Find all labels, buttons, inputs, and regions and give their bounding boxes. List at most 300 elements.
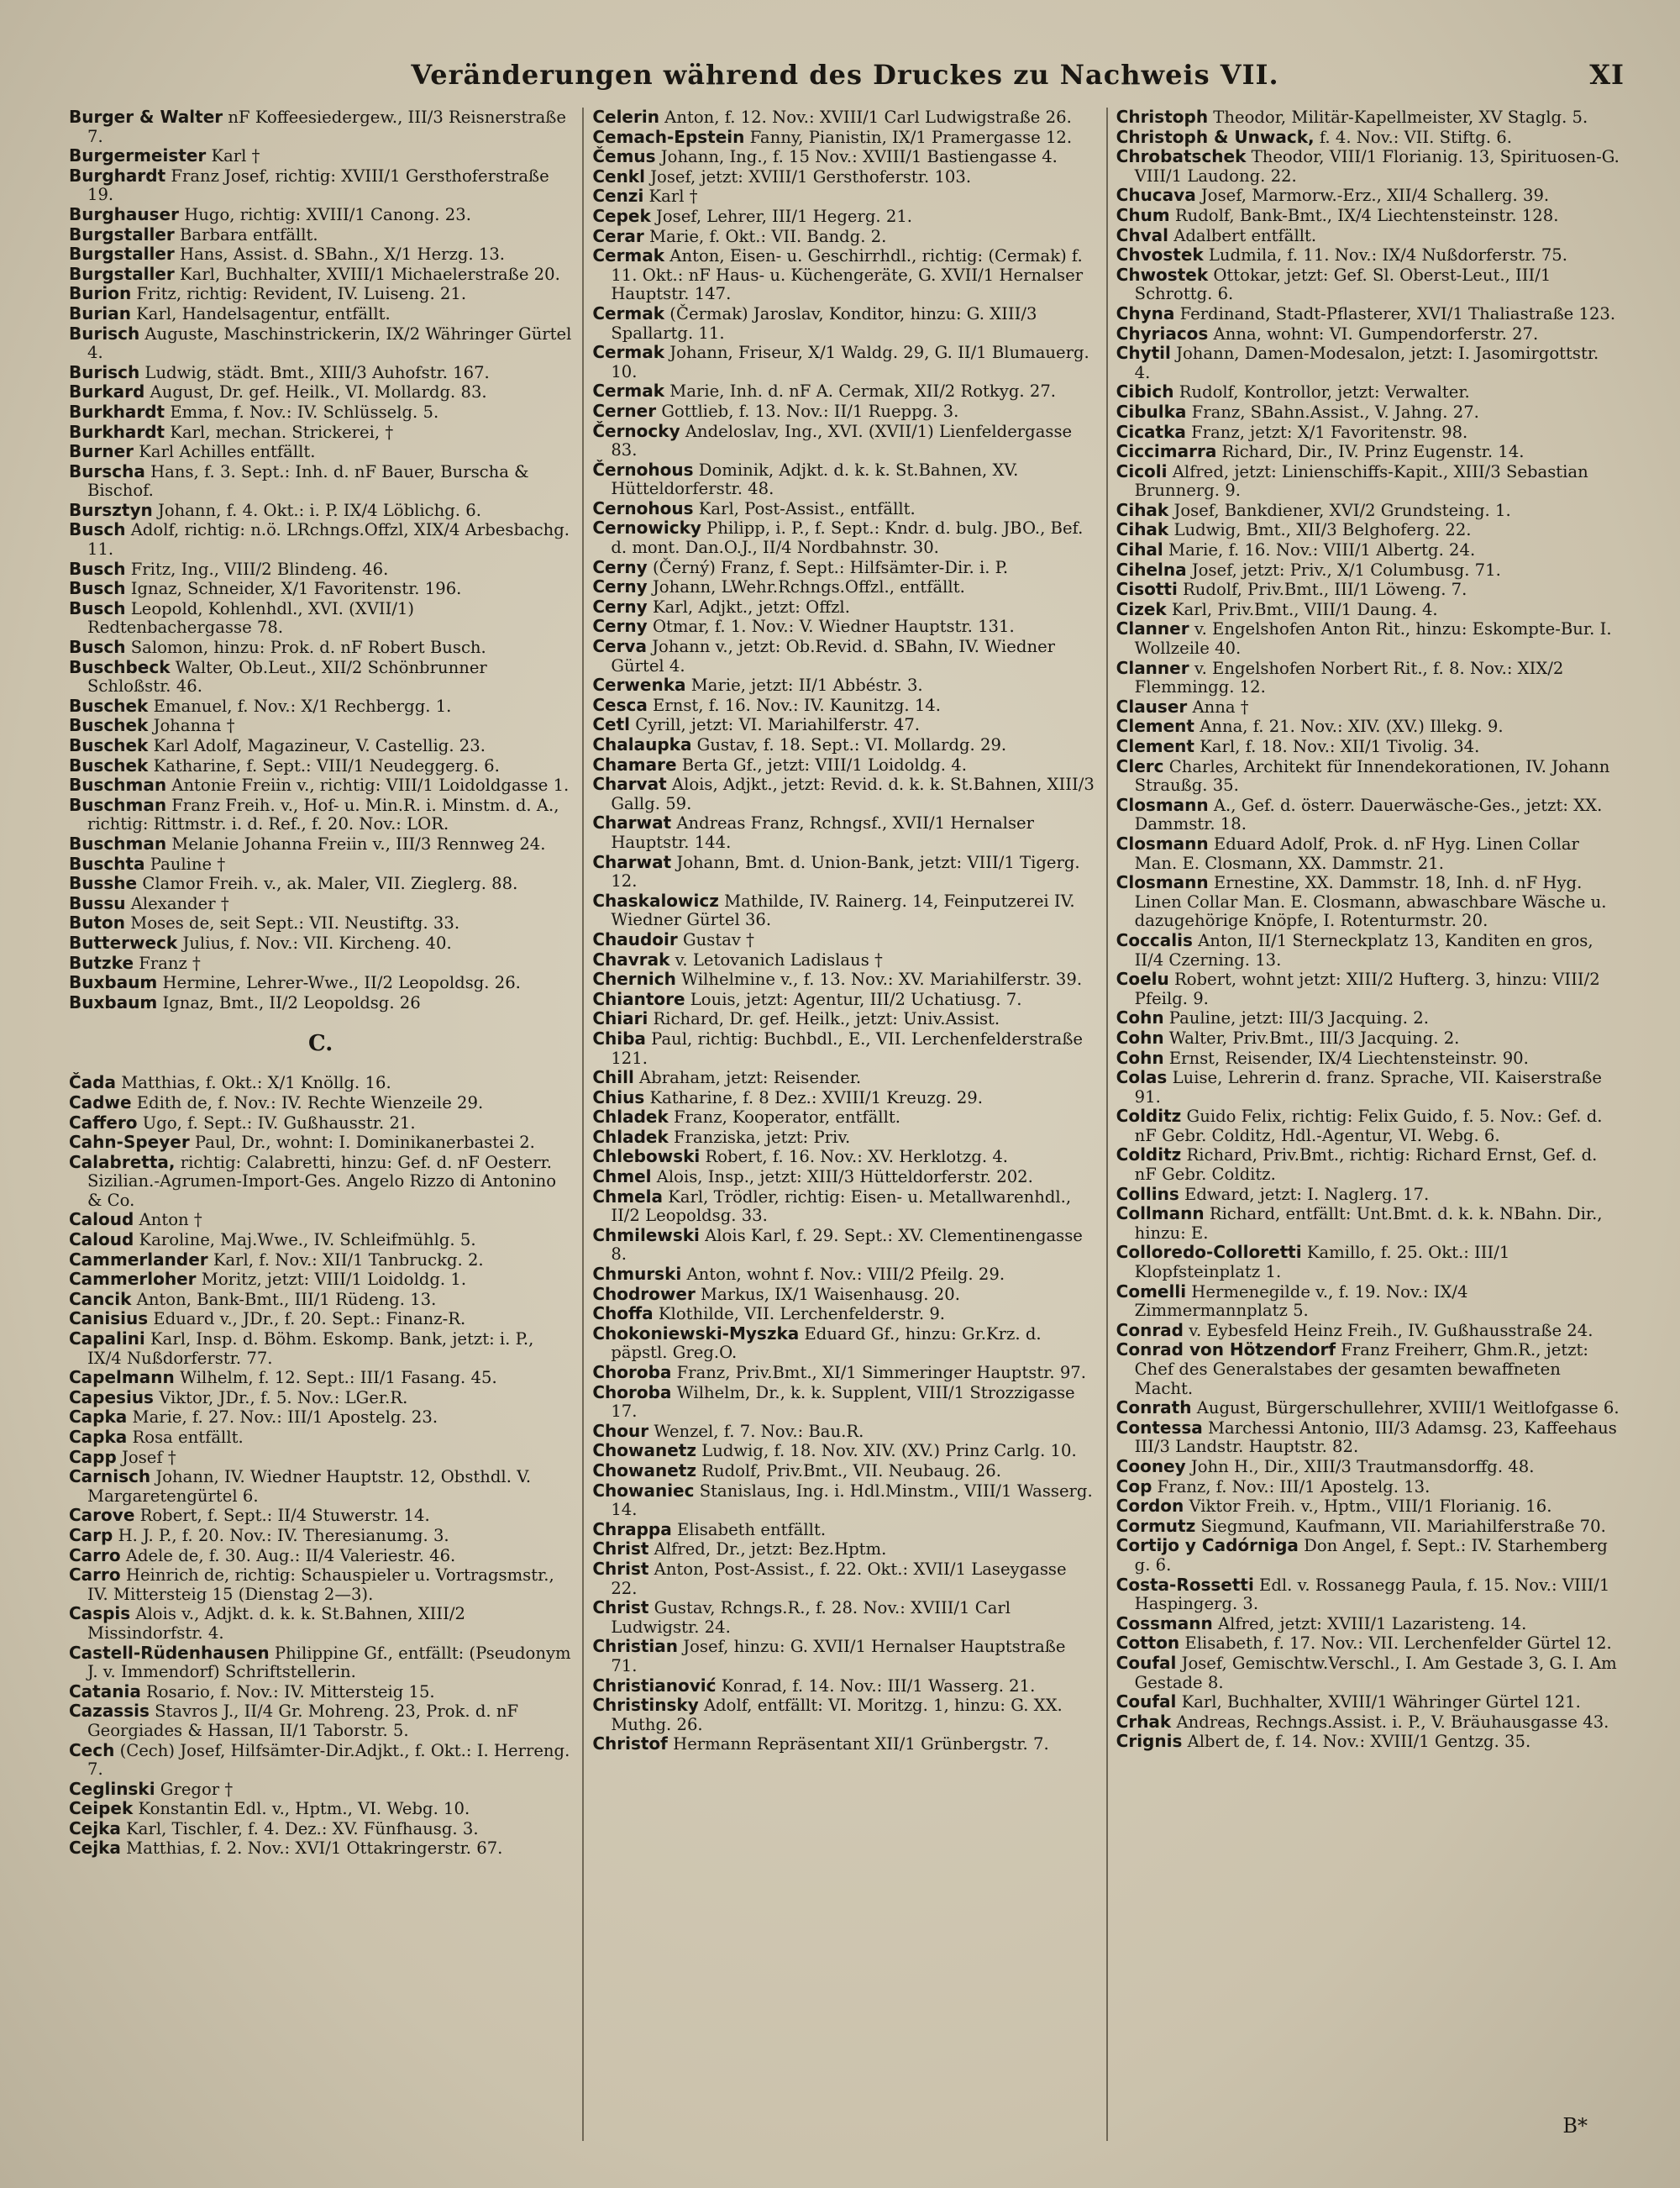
entry-text: Karl Achilles entfällt. [134,442,316,462]
entry-text: Josef, Bankdiener, XVI/2 Grundsteing. 1. [1168,500,1511,520]
directory-entry [1116,1732,1620,1752]
directory-entry [1116,344,1620,382]
directory-entry [1116,873,1620,931]
directory-entry [592,1128,1095,1148]
directory-entry [69,1113,572,1133]
entry-name: Cadwe [69,1091,132,1112]
entry-name: Cibulka [1116,401,1187,422]
entry-name: Capp [69,1446,117,1467]
entry-name: Chucava [1116,185,1196,206]
entry-name: Caloud [69,1209,134,1230]
directory-entry [592,617,1095,637]
directory-entry [592,970,1095,990]
entry-name: Cerny [592,556,648,577]
entry-name: Bussu [69,892,126,913]
entry-name: Cermak [592,245,665,266]
directory-entry [1116,1633,1620,1654]
entry-text: Johann, f. 4. Okt.: i. P. IX/4 Löblichg. 6. [152,500,481,520]
entry-name: Burgstaller [69,224,175,245]
entry-name: Cahn-Speyer [69,1132,190,1153]
directory-entry [1116,186,1620,206]
entry-text: Franz, Priv.Bmt., XI/1 Simmeringer Hauptstr. 97. [671,1363,1086,1382]
directory-entry [592,227,1095,247]
entry-name: Clerc [1116,755,1164,776]
directory-entry [69,304,572,324]
entry-text: Rosario, f. Nov.: IV. Mittersteig 15. [140,1681,435,1701]
directory-entry [1116,560,1620,581]
directory-entry [69,1565,572,1604]
directory-entry [592,637,1095,676]
entry-name: Chavrak [592,949,670,970]
directory-entry [1116,382,1620,402]
entry-name: Conrad von Hötzendorf [1116,1339,1336,1360]
entry-name: Chum [1116,204,1170,225]
entry-text: Matthias, f. Okt.: X/1 Knöllg. 16. [116,1073,391,1093]
entry-name: Cohn [1116,1047,1164,1068]
entry-text: Marie, Inh. d. nF A. Cermak, XII/2 Rotkyg. 27. [664,381,1057,402]
entry-name: Chyna [1116,302,1175,323]
directory-entry [592,1598,1095,1637]
entry-text: Viktor Freih. v., Hptm., VIII/1 Florianig. 16. [1184,1496,1552,1517]
entry-text: Charles, Architekt für Innendekorationen, IV. Johann Straußg. 35. [1134,756,1610,796]
entry-text: v. Engelshofen Anton Rit., hinzu: Eskompte-Bur. I. Wollzeile 40. [1134,619,1612,659]
directory-entry [69,462,572,501]
entry-name: Chowaniec [592,1480,695,1501]
entry-name: Cihal [1116,539,1163,560]
entry-name: Butzke [69,952,134,973]
directory-entry [69,1780,572,1800]
entry-text: Albert de, f. 14. Nov.: XVIII/1 Gentzg. 35. [1182,1732,1531,1752]
directory-entry [1116,540,1620,560]
entry-name: Castell-Rüdenhausen [69,1642,270,1663]
entry-text: Josef, Gemischtw.Verschl., I. Am Gestade 3, G. I. Am Gestade 8. [1134,1653,1617,1692]
entry-name: Clanner [1116,618,1189,639]
directory-entry [69,834,572,855]
directory-entry [69,166,572,205]
directory-entry [1116,970,1620,1008]
directory-entry [1116,697,1620,718]
entry-name: Chaskalowicz [592,890,719,911]
entry-text: Karl, Buchhalter, XVIII/1 Währinger Gürtel 121. [1176,1692,1581,1712]
entry-text: Katharine, f. Sept.: VIII/1 Neudeggerg. 6. [148,755,500,776]
entry-name: Buschek [69,755,149,776]
entry-name: Busch [69,597,126,618]
directory-entry [592,343,1095,381]
entry-text: Konrad, f. 14. Nov.: III/1 Wasserg. 21. [716,1675,1036,1696]
entry-text: Luise, Lehrerin d. franz. Sprache, VII. Kaiserstraße 91. [1134,1068,1602,1107]
entry-name: Clement [1116,736,1194,756]
directory-entry [592,1324,1095,1363]
entry-name: Cermak [592,381,665,402]
entry-name: Burger & Walter [69,108,223,127]
entry-name: Burgermeister [69,145,207,166]
directory-entry [69,225,572,245]
directory-entry [69,874,572,894]
entry-name: Cop [1116,1475,1152,1496]
entry-name: Capesius [69,1386,154,1407]
directory-entry [69,756,572,776]
directory-entry [592,696,1095,716]
entry-text: Josef, jetzt: XVIII/1 Gersthoferstr. 103. [644,166,972,187]
directory-entry [592,1068,1095,1088]
directory-entry [592,558,1095,578]
directory-entry [69,638,572,658]
entry-text: Julius, f. Nov.: VII. Kircheng. 40. [177,933,452,953]
entry-name: Carnisch [69,1466,151,1487]
entry-name: Chokoniewski-Myszka [592,1323,800,1344]
entry-text: A., Gef. d. österr. Dauerwäsche-Ges., jetzt: XX. Dammstr. 18. [1134,795,1603,834]
entry-name: Burgstaller [69,244,175,265]
entry-text: Paul, richtig: Buchbdl., E., VII. Lerchenfelderstraße 121. [611,1028,1083,1068]
directory-entry [1116,1477,1620,1497]
entry-text: August, Bürgerschullehrer, XVIII/1 Weitlofgasse 6. [1191,1398,1620,1418]
entry-name: Contessa [1116,1417,1203,1438]
entry-text: Rudolf, Priv.Bmt., III/1 Löweng. 7. [1177,580,1467,600]
directory-entry [1116,442,1620,462]
entry-name: Čada [69,1072,116,1093]
entry-text: Andeloslav, Ing., XVI. (XVII/1) Lienfeldergasse 83. [611,421,1073,460]
directory-entry [592,1147,1095,1167]
entry-name: Clauser [1116,696,1188,717]
entry-text: nF Koffeesiedergew., III/3 Reisnerstraße 7. [87,108,566,146]
entry-name: Cemach-Epstein [592,126,745,147]
entry-text: Siegmund, Kaufmann, VII. Mariahilferstraße 70. [1195,1516,1606,1536]
directory-entry [1116,520,1620,540]
entry-name: Capka [69,1407,128,1428]
entry-name: Čemus [592,146,656,167]
directory-entry [69,1133,572,1153]
directory-entry [1116,1654,1620,1692]
entry-text: Hermenegilde v., f. 19. Nov.: IX/4 Zimmermannplatz 5. [1134,1281,1468,1321]
entry-text: John H., Dir., XIII/3 Trautmansdorffg. 48. [1185,1456,1535,1476]
directory-entry [592,1422,1095,1442]
entry-text: Fritz, richtig: Revident, IV. Luiseng. 21. [131,284,467,304]
directory-entry [69,1290,572,1310]
entry-text: Matthias, f. 2. Nov.: XVI/1 Ottakringerstr. 67. [120,1838,503,1859]
entry-name: Conrad [1116,1319,1184,1340]
entry-name: Caloud [69,1229,134,1250]
directory-entry [592,1304,1095,1324]
entry-text: Robert, wohnt jetzt: XIII/2 Hufterg. 3, hinzu: VIII/2 Pfeilg. 9. [1134,970,1600,1008]
directory-entry [1116,501,1620,521]
directory-entry [592,930,1095,950]
entry-text: Edward, jetzt: I. Naglerg. 17. [1179,1184,1430,1204]
entry-name: Chiari [592,1008,648,1029]
entry-text: Konstantin Edl. v., Hptm., VI. Webg. 10. [133,1799,470,1819]
entry-text: Moses de, seit Sept.: VII. Neustiftg. 33. [125,913,460,934]
entry-name: Cejka [69,1838,121,1859]
entry-text: Fanny, Pianistin, IX/1 Pramergasse 12. [744,127,1073,147]
entry-text: Ferdinand, Stadt-Pflasterer, XVI/1 Thaliastraße 123. [1174,303,1616,323]
directory-entry [69,736,572,756]
directory-entry [592,246,1095,304]
entry-text: Ernestine, XX. Dammstr. 18, Inh. d. nF Hyg. Linen Collar Man. E. Closmann, abwaschbare Wäsche u. dazugehörige Knöpfe, I. Rotenturmstr. 20. [1134,873,1607,931]
entry-name: Burisch [69,323,140,344]
directory-entry [592,1187,1095,1226]
entry-text: Johanna † [148,716,235,736]
entry-name: Chrobatschek [1116,146,1247,167]
entry-name: Christinsky [592,1695,699,1716]
entry-name: Chladek [592,1107,669,1128]
entry-text: Franz, jetzt: X/1 Favoritenstr. 98. [1185,422,1468,442]
entry-name: Cazassis [69,1701,150,1722]
entry-text: Auguste, Maschinstrickerin, IX/2 Währinger Gürtel 4. [87,323,572,363]
directory-entry [592,1559,1095,1598]
directory-entry [1116,796,1620,834]
entry-text: Karl, Buchhalter, XVIII/1 Michaelerstraße 20. [174,264,560,284]
directory-entry [69,1506,572,1526]
entry-text: Hugo, richtig: XVIII/1 Canong. 23. [178,204,471,224]
directory-entry [69,205,572,225]
entry-text: Anton, Eisen- u. Geschirrhdl., richtig: (Cermak) f. 11. Okt.: nF Haus- u. Küchengeräte, G. XVII/1 Hernalser Hauptstr. 147. [611,246,1084,304]
entry-text: Salomon, hinzu: Prok. d. nF Robert Busch. [125,638,486,658]
entry-text: Ernst, f. 16. Nov.: IV. Kaunitzg. 14. [647,695,941,715]
entry-text: Barbara entfällt. [174,224,318,245]
directory-entry [1116,619,1620,658]
directory-entry [1116,1536,1620,1575]
entry-text: Guido Felix, richtig: Felix Guido, f. 5. Nov.: Gef. d. nF Gebr. Colditz, Hdl.-Agentur, VI. Webg. 6. [1134,1107,1603,1145]
entry-text: Robert, f. Sept.: II/4 Stuwerstr. 14. [134,1506,430,1526]
entry-name: Cooney [1116,1455,1186,1476]
directory-entry [592,381,1095,402]
entry-text: Don Angel, f. Sept.: IV. Starhemberg g. 6. [1134,1536,1608,1575]
directory-entry [592,990,1095,1010]
entry-text: f. 4. Nov.: VII. Stiftg. 6. [1314,127,1512,147]
entry-name: Crignis [1116,1731,1183,1752]
entry-text: Alois v., Adjkt. d. k. k. St.Bahnen, XIII/2 Missindorfstr. 4. [87,1604,465,1643]
directory-entry [592,108,1095,128]
entry-text: Johann v., jetzt: Ob.Revid. d. SBahn, IV. Wiedner Gürtel 4. [611,637,1056,676]
entry-name: Christof [592,1733,668,1754]
entry-name: Cordon [1116,1496,1184,1517]
column-left [60,108,584,2141]
entry-name: Charwat [592,851,672,872]
entry-name: Cotton [1116,1633,1180,1654]
entry-name: Cihak [1116,499,1169,520]
entry-text: Franz, SBahn.Assist., V. Jahng. 27. [1186,402,1479,422]
directory-entry [69,402,572,423]
directory-entry [1116,1068,1620,1107]
directory-entry [1116,1575,1620,1614]
entry-text: Leopold, Kohlenhdl., XVI. (XVII/1) Redtenbachergasse 78. [87,598,415,638]
entry-name: Burghauser [69,203,179,224]
entry-text: Josef, hinzu: G. XVII/1 Hernalser Hauptstraße 71. [611,1637,1066,1675]
entry-text: Marie, f. Okt.: VII. Bandg. 2. [643,226,887,246]
entry-text: v. Letovanich Ladislaus † [669,949,883,970]
entry-name: Busch [69,558,126,579]
entry-text: Hans, Assist. d. SBahn., X/1 Herzg. 13. [174,245,506,265]
entry-name: Buxbaum [69,991,158,1012]
directory-entry [1116,1028,1620,1049]
entry-name: Chmurski [592,1264,682,1285]
entry-text: (Cech) Josef, Hilfsämter-Dir.Adjkt., f. Okt.: I. Herreng. 7. [87,1740,570,1780]
entry-name: Christ [592,1538,649,1559]
entry-text: Wenzel, f. 7. Nov.: Bau.R. [648,1421,864,1441]
entry-text: Johann, Ing., f. 15 Nov.: XVIII/1 Bastiengasse 4. [655,147,1058,167]
directory-entry [69,1093,572,1113]
entry-name: Buschek [69,695,149,716]
entry-text: Dominik, Adjkt. d. k. k. St.Bahnen, XV. Hütteldorferstr. 48. [611,460,1019,499]
directory-entry [592,853,1095,892]
directory-entry [592,167,1095,187]
entry-name: Christianović [592,1675,717,1696]
entry-text: Alois, Insp., jetzt: XIII/3 Hütteldorferstr. 202. [651,1167,1033,1187]
entry-name: Christian [592,1636,679,1657]
entry-text: Karl, f. Nov.: XII/1 Tanbruckg. 2. [207,1249,484,1270]
entry-name: Cepek [592,205,651,226]
entry-name: Chlebowski [592,1146,701,1167]
directory-entry [69,599,572,638]
entry-text: Moritz, jetzt: VIII/1 Loidoldg. 1. [196,1270,467,1290]
directory-entry [69,1428,572,1448]
entry-name: Chill [592,1067,634,1088]
entry-name: Coufal [1116,1691,1177,1712]
directory-entry [69,913,572,934]
directory-entry [1116,659,1620,697]
directory-entry [592,1107,1095,1128]
entry-text: Wilhelmine v., f. 13. Nov.: XV. Mariahilferstr. 39. [675,970,1083,990]
entry-name: Carro [69,1565,121,1586]
directory-entry [592,207,1095,227]
entry-text: Anton, Bank-Bmt., III/1 Rüdeng. 13. [131,1289,437,1309]
directory-entry [69,1604,572,1643]
directory-entry [69,1701,572,1740]
entry-text: Alfred, jetzt: XVIII/1 Lazaristeng. 14. [1212,1613,1527,1633]
entry-name: Cizek [1116,598,1167,619]
directory-entry [1116,600,1620,620]
directory-entry [69,324,572,363]
entry-name: Conrath [1116,1397,1192,1418]
entry-text: Paul, Dr., wohnt: I. Dominikanerbastei 2. [189,1133,535,1153]
directory-entry [1116,206,1620,226]
page-title: Veränderungen während des Druckes zu Nachweis VII. [411,59,1279,91]
entry-name: Chowanetz [592,1440,696,1461]
entry-text: Gregor † [155,1779,234,1799]
directory-entry [592,1383,1095,1422]
directory-entry [592,187,1095,207]
entry-name: Chamare [592,754,677,775]
directory-entry [69,501,572,521]
entry-name: Busch [69,578,126,599]
section-heading: C. [308,1031,333,1057]
entry-name: Cermak [592,302,665,323]
directory-entry [69,1329,572,1368]
directory-entry [1116,1008,1620,1028]
directory-entry [592,1481,1095,1520]
entry-name: Cihelna [1116,559,1187,580]
entry-name: Cerny [592,596,648,617]
directory-entry [69,658,572,697]
entry-text: Ludwig, Bmt., XII/3 Belghoferg. 22. [1168,520,1472,540]
entry-text: Adele de, f. 30. Aug.: II/4 Valeriestr. 46. [120,1545,456,1565]
entry-name: Colloredo-Colloretti [1116,1242,1302,1263]
entry-name: Cohn [1116,1027,1164,1048]
entry-name: Buton [69,913,126,934]
directory-entry [1116,580,1620,600]
entry-text: Anna, wohnt: VI. Gumpendorferstr. 27. [1208,323,1539,344]
entry-name: Cernowicky [592,518,701,539]
directory-entry [69,560,572,580]
entry-name: Choffa [592,1303,654,1324]
directory-entry [592,1265,1095,1285]
entry-name: Carove [69,1505,135,1526]
entry-text: Theodor, Militär-Kapellmeister, XV Staglg. 5. [1208,108,1588,127]
entry-text: Alfred, Dr., jetzt: Bez.Hptm. [648,1539,887,1559]
entry-name: Comelli [1116,1281,1187,1302]
directory-entry [592,1637,1095,1675]
entry-text: Anton, wohnt f. Nov.: VIII/2 Pfeilg. 29. [681,1265,1005,1285]
entry-name: Christ [592,1558,649,1579]
entry-text: Alfred, jetzt: Linienschiffs-Kapit., XIII/3 Sebastian Brunnerg. 9. [1134,461,1588,501]
entry-text: Karl, mechan. Strickerei, † [165,422,394,442]
directory-entry [69,245,572,265]
entry-name: Buschek [69,715,149,736]
entry-name: Cormutz [1116,1515,1196,1536]
entry-text: (Černý) Franz, f. Sept.: Hilfsämter-Dir. i. P. [647,557,1009,577]
directory-entry [592,1461,1095,1481]
directory-entry [69,1741,572,1780]
entry-text: Abraham, jetzt: Reisender. [633,1068,862,1088]
entry-text: Philippine Gf., entfällt: (Pseudonym J. v. Immendorf) Schriftstellerin. [87,1643,571,1682]
entry-name: Buxbaum [69,972,158,993]
entry-text: Robert, f. 16. Nov.: XV. Herklotzg. 4. [700,1147,1009,1167]
directory-entry [592,1009,1095,1029]
entry-name: Chval [1116,224,1168,245]
entry-name: Černocky [592,420,680,441]
entry-text: Johann, LWehr.Rchngs.Offzl., entfällt. [647,577,965,597]
entry-text: Marie, f. 16. Nov.: VIII/1 Albertg. 24. [1163,540,1476,560]
directory-entry [1116,1145,1620,1184]
entry-name: Coelu [1116,969,1169,990]
entry-text: (Čermak) Jaroslav, Konditor, hinzu: G. XIII/3 Spallartg. 11. [611,303,1037,343]
entry-name: Cohn [1116,1007,1164,1028]
directory-entry [1116,757,1620,796]
entry-name: Chowanetz [592,1460,696,1481]
entry-text: Emanuel, f. Nov.: X/1 Rechbergg. 1. [148,696,452,716]
directory-entry [592,715,1095,735]
entry-name: Closmann [1116,872,1209,893]
entry-name: Colas [1116,1067,1168,1088]
entry-name: Capelmann [69,1367,175,1388]
directory-entry [592,460,1095,499]
entry-text: Gustav, Rchngs.R., f. 28. Nov.: XVIII/1 Carl Ludwigstr. 24. [611,1598,1011,1637]
entry-text: Walter, Priv.Bmt., III/3 Jacquing. 2. [1163,1028,1460,1048]
entry-name: Buschman [69,794,167,815]
entry-name: Cerny [592,576,648,597]
directory-entry [592,518,1095,557]
entry-name: Burkhardt [69,401,165,422]
entry-text: Gustav † [677,929,754,949]
entry-name: Černohous [592,459,694,480]
entry-name: Christoph [1116,108,1209,127]
entry-name: Chmela [592,1186,663,1207]
entry-text: v. Eybesfeld Heinz Freih., IV. Gußhausstraße 24. [1184,1320,1593,1340]
entry-text: Andreas, Rechngs.Assist. i. P., V. Bräuhausgasse 43. [1171,1712,1609,1732]
entry-name: Clanner [1116,657,1189,678]
directory-entry [1116,931,1620,970]
directory-entry [592,1088,1095,1108]
directory-entry [592,1676,1095,1696]
directory-entry [69,1250,572,1270]
directory-entry [592,1520,1095,1540]
entry-name: Busshe [69,873,138,894]
directory-entry [69,1073,572,1093]
entry-text: Franz † [134,953,201,973]
entry-name: Cisotti [1116,579,1178,600]
entry-name: Cerner [592,400,657,421]
directory-entry [1116,1398,1620,1418]
entry-name: Buschman [69,833,167,854]
